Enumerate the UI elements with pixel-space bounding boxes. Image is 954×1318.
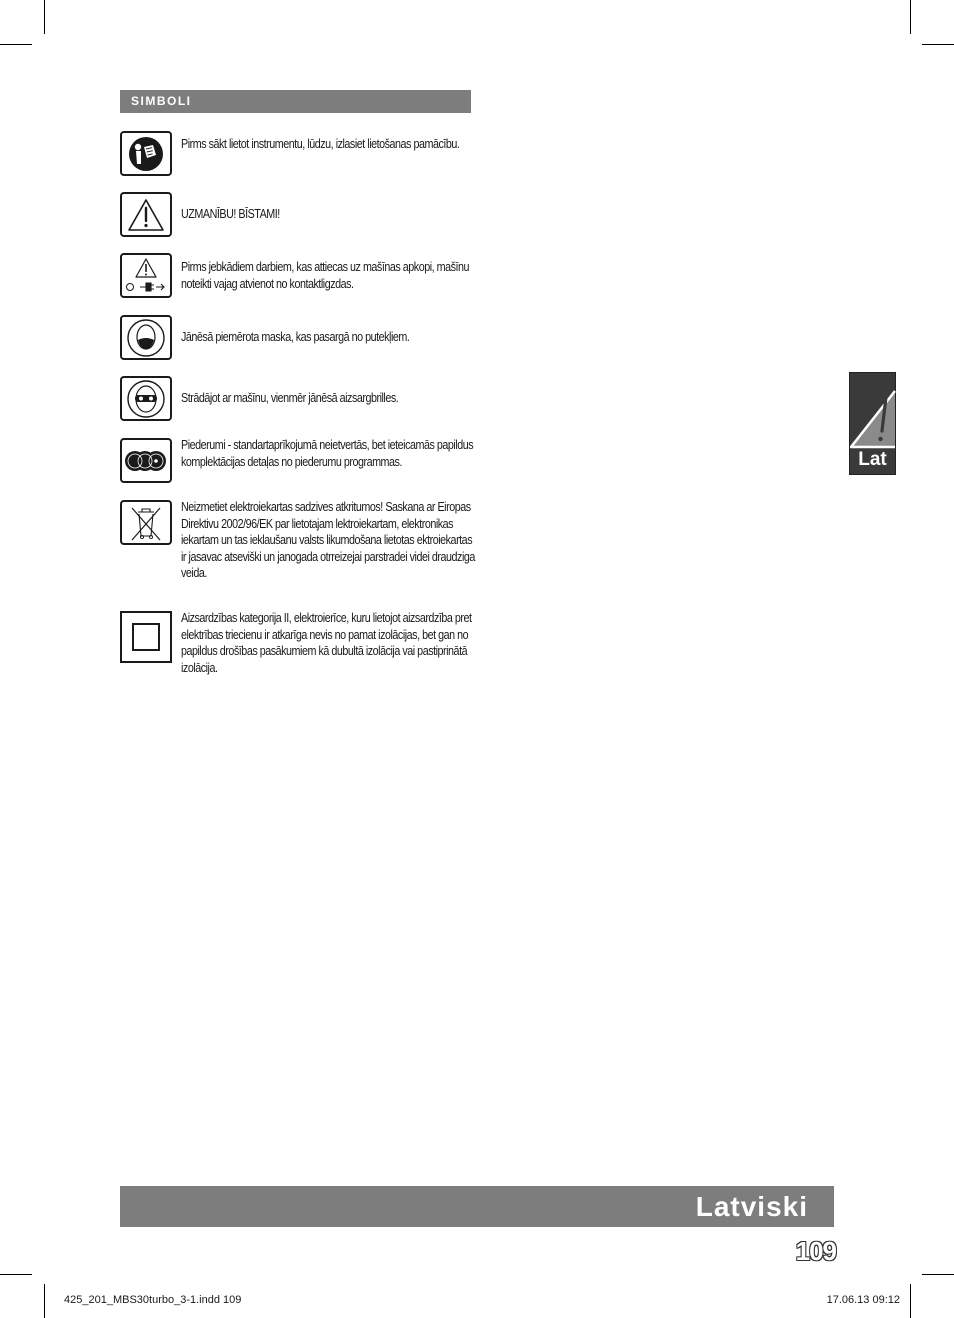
crop-mark <box>0 44 32 45</box>
unplug-before-maintenance-icon <box>120 253 172 298</box>
exclamation-triangle-icon <box>850 373 896 449</box>
page-number: 109 <box>795 1236 836 1266</box>
warning-triangle-icon <box>120 192 172 237</box>
symbol-description: Neizmetiet elektroiekartas sadzives atkritumos! Saskana ar Eiropas Direktivu 2002/96/EK par lietotajam lektroiekartam, elektronikas iekartam un tas ieklaušanu valsts likumdošana lietotas ektroiekartas ir jasavac atseviški un janogada otrreizejai parstradei videi draudziga veida. <box>181 500 475 580</box>
read-manual-icon <box>120 131 172 176</box>
footer-language-label: Latviski <box>695 1190 808 1222</box>
section-title: SIMBOLI <box>120 90 471 113</box>
footer-language-band <box>120 1186 834 1227</box>
print-file-info: 425_201_MBS30turbo_3-1.indd 109 <box>64 1294 242 1306</box>
crop-mark <box>910 1284 911 1318</box>
crop-mark <box>44 0 45 34</box>
accessory-discs-icon <box>120 438 172 483</box>
crop-mark <box>44 1284 45 1318</box>
safety-goggles-icon <box>120 376 172 421</box>
crop-mark <box>910 0 911 34</box>
symbol-description: Piederumi - standartaprīkojumā neietvertās, bet ieteicamās papildus komplektācijas detaļas no piederumu programmas. <box>181 438 474 469</box>
symbol-description: UZMANĪBU! BĪSTAMI! <box>181 207 280 221</box>
crop-mark <box>922 1274 954 1275</box>
print-datetime: 17.06.13 09:12 <box>826 1294 900 1306</box>
symbol-description: Jānēsā piemērota maska, kas pasargā no putekļiem. <box>181 330 410 344</box>
language-code: Lat <box>858 449 887 470</box>
symbol-description: Strādājot ar mašīnu, vienmēr jānēsā aizsargbrilles. <box>181 391 399 405</box>
crop-mark <box>922 44 954 45</box>
protection-class-ii-icon <box>120 611 172 663</box>
dust-mask-icon <box>120 315 172 360</box>
symbol-description: Pirms sākt lietot instrumentu, lūdzu, izlasiet lietošanas pamācību. <box>181 137 460 151</box>
symbol-description: Aizsardzības kategorija II, elektroierīce, kuru lietojot aizsardzība pret elektrības triecienu ir atkarīga nevis no pamat izolācijas, bet gan no papildus drošības pasākumiem kā dubultā izolācija vai pastiprinātā izolācija. <box>181 611 472 675</box>
symbol-description: Pirms jebkādiem darbiem, kas attiecas uz mašīnas apkopi, mašīnu noteikti vajag atvienot no kontaktligzdas. <box>181 260 470 291</box>
crossed-out-bin-icon <box>120 500 172 545</box>
crop-mark <box>0 1274 32 1275</box>
language-tab <box>849 372 896 475</box>
